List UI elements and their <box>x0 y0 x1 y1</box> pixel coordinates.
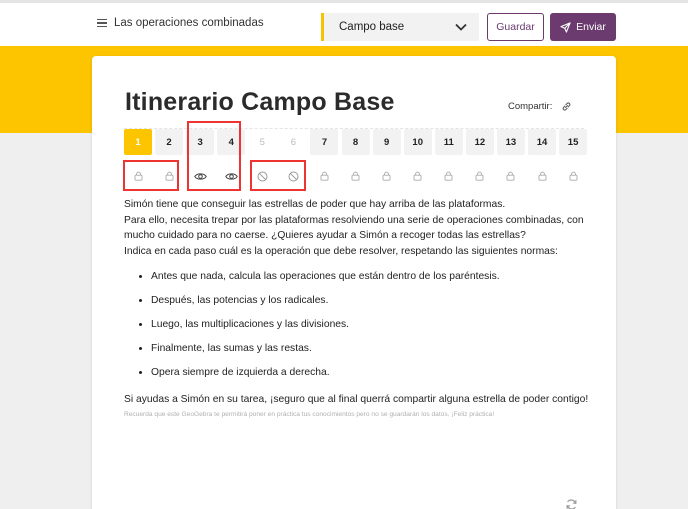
itinerary-select[interactable] <box>321 13 479 41</box>
step-2-lock-icon <box>155 163 183 189</box>
step-navigator <box>124 128 584 148</box>
rule-item: • Opera siempre de izquierda a derecha. <box>151 365 589 381</box>
step-7-lock-icon <box>310 163 338 189</box>
send-icon <box>560 22 571 33</box>
send-label: Enviar <box>576 21 606 33</box>
step-8-lock-icon <box>342 163 370 189</box>
rule-item: • Después, las potencias y los radicales. <box>151 293 589 309</box>
step-status-row <box>124 163 590 189</box>
step-3-eye-icon <box>186 163 214 189</box>
page-title: Itinerario Campo Base <box>125 88 395 116</box>
step-4-button[interactable]: 4 <box>217 129 245 155</box>
step-14-lock-icon <box>528 163 556 189</box>
link-icon[interactable] <box>561 101 572 112</box>
share-control[interactable] <box>508 101 572 112</box>
itinerary-card <box>92 56 616 509</box>
step-6-button: 6 <box>290 136 297 148</box>
step-11-button[interactable]: 11 <box>435 129 463 155</box>
step-9-lock-icon <box>373 163 401 189</box>
rules-list <box>151 269 589 381</box>
intro-paragraph-3: Indica en cada paso cuál es la operación que debe resolver, respetando las siguientes normas: <box>124 245 558 257</box>
rule-item: • Finalmente, las sumas y las restas. <box>151 341 589 357</box>
chevron-down-icon <box>455 23 467 31</box>
step-6-blocked-icon <box>279 163 307 189</box>
step-13-button[interactable]: 13 <box>497 129 525 155</box>
step-12-lock-icon <box>466 163 494 189</box>
instructions <box>124 197 589 420</box>
intro-paragraph-2: Para ello, necesita trepar por las plataformas resolviendo una serie de operaciones combinadas, con mucho cuidado para no caerse. ¿Quieres ayudar a Simón a recoger todas las estrellas? <box>124 214 584 242</box>
step-4-eye-icon <box>217 163 245 189</box>
step-13-lock-icon <box>497 163 525 189</box>
step-12-button[interactable]: 12 <box>466 129 494 155</box>
step-7-button[interactable]: 7 <box>310 129 338 155</box>
step-10-lock-icon <box>404 163 432 189</box>
menu-button[interactable] <box>97 17 264 29</box>
step-15-button[interactable]: 15 <box>559 129 587 155</box>
disclaimer-note: Recuerda que este GeoGebra te permitirá poner en práctica tus conocimientos pero no se guardarán los datos. ¡Feliz práctica! <box>124 410 495 418</box>
intro-paragraph-1: Simón tiene que conseguir las estrellas de poder que hay arriba de las plataformas. <box>124 199 506 210</box>
send-button[interactable] <box>550 13 616 41</box>
rule-item: • Antes que nada, calcula las operaciones que están dentro de los paréntesis. <box>151 269 589 285</box>
step-15-lock-icon <box>559 163 587 189</box>
refresh-icon[interactable] <box>565 498 578 509</box>
step-number-row <box>124 129 590 155</box>
step-9-button[interactable]: 9 <box>373 129 401 155</box>
outro-paragraph: Si ayudas a Simón en su tarea, ¡seguro que al final querrá compartir alguna estrella de poder contigo! <box>124 393 589 405</box>
step-1-button[interactable]: 1 <box>124 129 152 155</box>
share-label: Compartir: <box>508 101 553 112</box>
hamburger-icon <box>97 19 107 27</box>
step-1-lock-icon <box>124 163 152 189</box>
menu-label: Las operaciones combinadas <box>114 17 264 29</box>
step-3-button[interactable]: 3 <box>186 129 214 155</box>
save-button[interactable]: Guardar <box>487 13 544 41</box>
select-value: Campo base <box>339 21 405 33</box>
rule-item: • Luego, las multiplicaciones y las divisiones. <box>151 317 589 333</box>
step-8-button[interactable]: 8 <box>342 129 370 155</box>
step-2-button[interactable]: 2 <box>155 129 183 155</box>
step-10-button[interactable]: 10 <box>404 129 432 155</box>
step-5-blocked-icon <box>248 163 276 189</box>
step-11-lock-icon <box>435 163 463 189</box>
step-14-button[interactable]: 14 <box>528 129 556 155</box>
step-5-button: 5 <box>259 136 265 148</box>
top-bar <box>0 0 688 46</box>
